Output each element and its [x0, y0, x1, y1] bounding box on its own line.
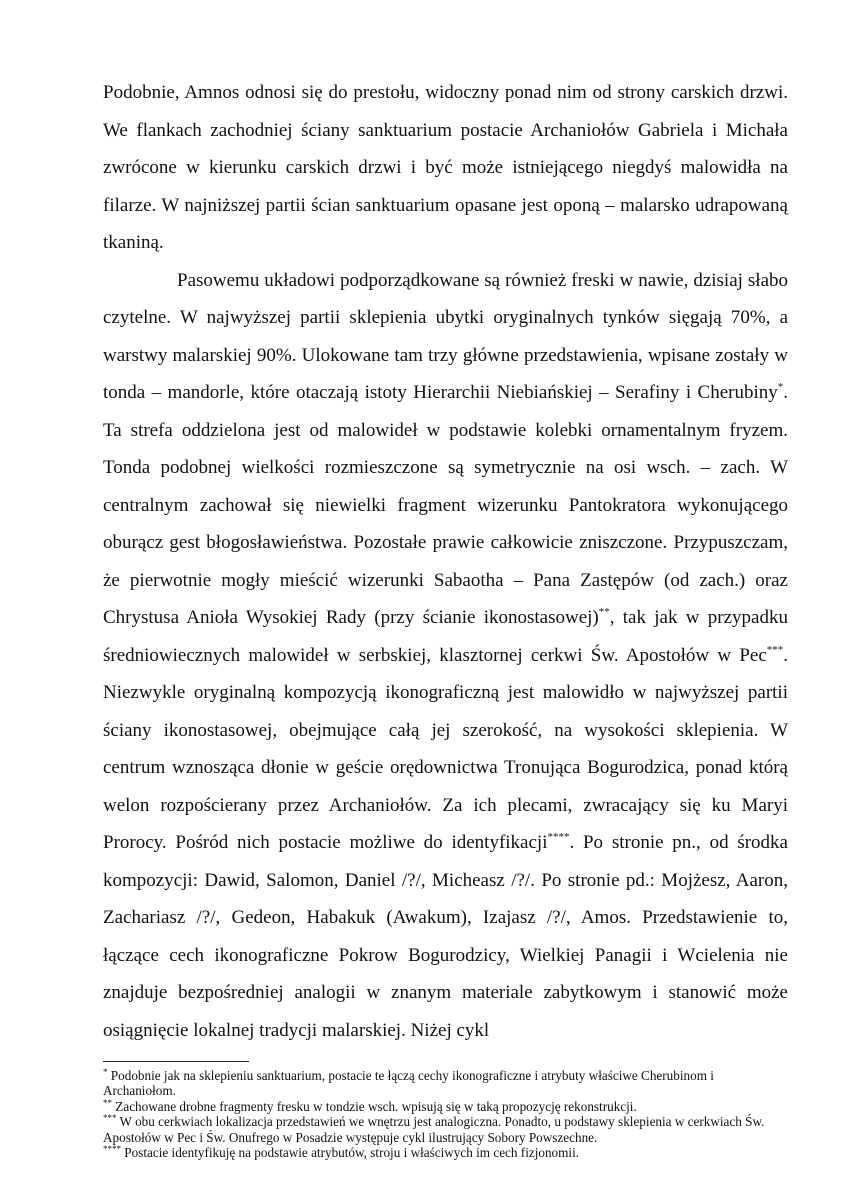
main-text — [103, 74, 788, 1049]
text-segment: . Po stronie pn., od środka kompozycji: Dawid, Salomon, Daniel /?/, Micheasz /?/. Po stronie pd.: Mojżesz, Aaron, Zachariasz /?/, Gedeon, Habakuk (Awakum), Izajasz /?/, Amos. Przedstawienie to, łączące cech ikonograficzne Pokrow Bogurodzicy, Wielkiej Panagii i Wcielenia nie znajduje bezpośredniej analogii w znanym materiale zabytkowym i stanowić może osiągnięcie lokalnej tradycji malarskiej. Niżej cykl — [103, 832, 788, 1041]
footnote-marker: * — [103, 1067, 108, 1077]
text-segment: . Ta strefa oddzielona jest od malowideł w podstawie kolebki ornamentalnym fryzem. Tonda podobnej wielkości rozmieszczone są symetrycznie na osi wsch. – zach. W centralnym zachował się niewielki fragment wizerunku Pantokratora wykonującego oburącz gest błogosławieństwa. Pozostałe prawie całkowicie zniszczone. Przypuszczam, że pierwotnie mogły mieścić wizerunki Sabaotha – Pana Zastępów (od zach.) oraz Chrystusa Anioła Wysokiej Rady (przy ścianie ikonostasowej) — [103, 382, 788, 628]
footnote-text: Postacie identyfikuję na podstawie atrybutów, stroju i właściwych im cech fizjonomii. — [121, 1145, 580, 1161]
footnote-text: Zachowane drobne fragmenty fresku w tondzie wsch. wpisują się w taką propozycję rekonstrukcji. — [112, 1098, 637, 1114]
footnote-marker: ** — [598, 606, 610, 618]
footnotes — [103, 1068, 788, 1160]
footnote-marker: * — [777, 381, 784, 393]
footnote — [103, 1068, 788, 1099]
footnote-marker: **** — [547, 831, 570, 843]
footnote-separator — [103, 1061, 249, 1062]
text-segment: . Niezwykle oryginalną kompozycją ikonograficzną jest malowidło w najwyższej partii ściany ikonostasowej, obejmujące całą jej szerokość, na wysokości sklepienia. W centrum wznosząca dłonie w geście orędownictwa Tronująca Bogurodzica, ponad którą welon rozpościerany przez Archaniołów. Za ich plecami, zwracający się ku Maryi Prorocy. Pośród nich postacie możliwe do identyfikacji — [103, 644, 788, 853]
footnote-text: Podobnie jak na sklepieniu sanktuarium, postacie te łączą cechy ikonograficzne i atrybuty właściwe Cherubinom i Archaniołom. — [103, 1068, 714, 1099]
footnote — [103, 1114, 788, 1145]
footnote-marker: *** — [103, 1113, 117, 1124]
footnote-marker: **** — [103, 1144, 121, 1155]
footnote-marker: *** — [766, 643, 784, 656]
text-segment: Pasowemu układowi podporządkowane są również freski w nawie, dzisiaj słabo czytelne. W najwyższej partii sklepienia ubytki oryginalnych tynków sięgają 70%, a warstwy malarskiej 90%. Ulokowane tam trzy główne przedstawienia, wpisane zostały w tonda – mandorle, które otaczają istoty Hierarchii Niebiańskiej – Serafiny i Cherubiny — [103, 269, 788, 403]
paragraph: Podobnie, Amnos odnosi się do prestołu, widoczny ponad nim od strony carskich drzwi. We flankach zachodniej ściany sanktuarium postacie Archaniołów Gabriela i Michała zwrócone w kierunku carskich drzwi i być może istniejącego niegdyś malowidła na filarze. W najniższej partii ścian sanktuarium opasane jest oponą – malarsko udrapowaną tkaniną. — [103, 82, 788, 253]
footnote-marker: ** — [103, 1097, 112, 1108]
footnote-text: W obu cerkwiach lokalizacja przedstawień we wnętrzu jest analogiczna. Ponadto, u podstawy sklepienia w cerkwiach Św. Apostołów w Pec i Św. Onufrego w Posadzie występuje cykl ilustrujący Sobory Powszechne. — [103, 1114, 765, 1145]
footnote — [103, 1099, 788, 1114]
footnote — [103, 1145, 788, 1160]
document-page — [103, 74, 788, 1160]
paragraph — [103, 262, 788, 1050]
text-segment: , tak jak w przypadku średniowiecznych malowideł w serbskiej, klasztornej cerkwi Św. Apostołów w Pec — [103, 607, 788, 666]
